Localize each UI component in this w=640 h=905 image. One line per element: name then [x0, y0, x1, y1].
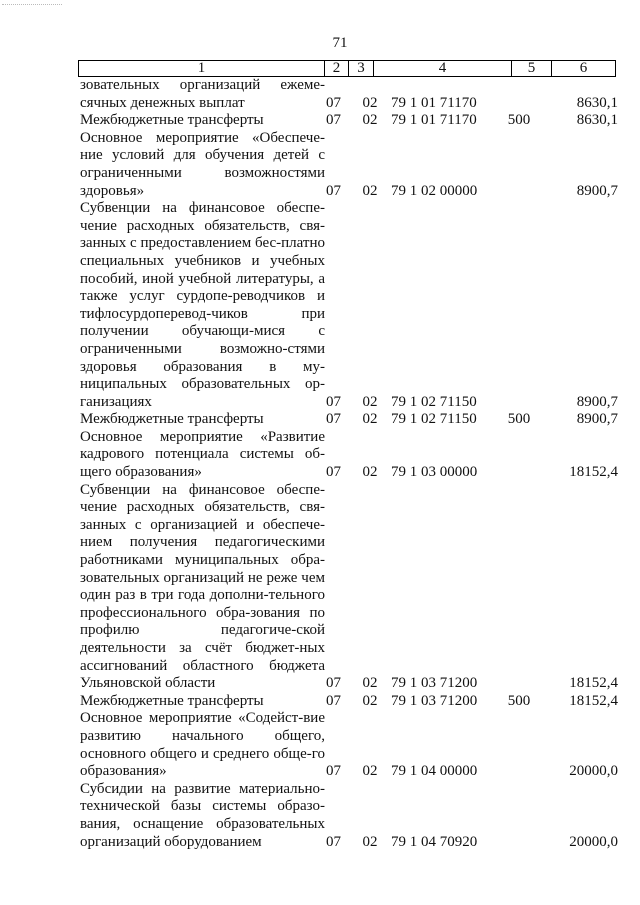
- row-sum: 20000,0: [569, 763, 618, 780]
- row-target-code: 79 1 02 00000: [391, 182, 478, 199]
- table-row: [80, 200, 620, 411]
- row-subsection: 02: [362, 692, 378, 709]
- table-row: [80, 710, 620, 780]
- row-expense-type: 500: [507, 112, 531, 129]
- row-section: 07: [326, 94, 341, 111]
- row-target-code: 79 1 02 71150: [391, 393, 477, 410]
- row-subsection: 02: [362, 112, 378, 129]
- table-row: [80, 693, 620, 711]
- row-expense-type: 500: [507, 692, 531, 709]
- row-subsection: 02: [362, 94, 378, 111]
- row-section: 07: [326, 411, 341, 428]
- table-row: [80, 482, 620, 693]
- row-section: 07: [326, 393, 341, 410]
- row-section: 07: [326, 464, 341, 481]
- row-subsection: 02: [362, 763, 378, 780]
- page-number: 71: [332, 35, 348, 51]
- table-row: [80, 130, 620, 200]
- header-col-4: 4: [374, 61, 512, 76]
- header-col-3: 3: [349, 61, 374, 76]
- row-name: Межбюджетные трансферты: [80, 692, 264, 709]
- table-header: [78, 60, 616, 77]
- row-target-code: 79 1 04 70920: [391, 833, 478, 850]
- budget-table-body: [80, 77, 620, 851]
- row-section: 07: [326, 675, 341, 692]
- row-section: 07: [326, 112, 341, 129]
- row-subsection: 02: [362, 464, 378, 481]
- row-subsection: 02: [362, 393, 378, 410]
- header-col-6: 6: [579, 60, 588, 76]
- row-sum: 18152,4: [569, 464, 618, 481]
- row-section: 07: [326, 763, 341, 780]
- header-col-5: 5: [512, 61, 552, 76]
- table-row: [80, 781, 620, 851]
- row-target-code: 79 1 02 71150: [391, 411, 477, 428]
- row-name: Межбюджетные трансферты: [80, 411, 264, 428]
- row-section: 07: [326, 833, 341, 850]
- row-name: зовательных организаций ежеме-сячных денежных выплат: [80, 77, 325, 111]
- row-name: Субвенции на финансовое обеспе-чение расходных обязательств, свя-занных с предоставлением бес-платно специальных учебников и учебных пособий, иной учебной литературы, а также услуг сурдопе-реводчиков и тифлосурдоперевод-чиков при получении обучающи-мися с ограниченными возможно-стями здоровья образования в му-ниципальных образовательных ор-ганизациях: [80, 200, 325, 410]
- scan-artifact: [2, 4, 62, 7]
- row-expense-type: 500: [507, 411, 531, 428]
- row-sum: 20000,0: [569, 833, 618, 850]
- row-sum: 18152,4: [569, 692, 618, 709]
- row-subsection: 02: [362, 833, 378, 850]
- row-name: Субсидии на развитие материально-технической базы системы образо-вания, оснащение образовательных организаций оборудованием: [80, 780, 325, 850]
- row-target-code: 79 1 03 71200: [391, 675, 478, 692]
- table-row: [80, 77, 620, 112]
- table-row: [80, 411, 620, 429]
- row-target-code: 79 1 04 00000: [391, 763, 478, 780]
- row-name: Основное мероприятие «Обеспече-ние условий для обучения детей с ограниченными возможностями здоровья»: [80, 129, 325, 199]
- row-subsection: 02: [362, 411, 378, 428]
- row-sum: 8900,7: [576, 411, 618, 428]
- row-sum: 8900,7: [576, 182, 618, 199]
- row-target-code: 79 1 01 71170: [391, 112, 477, 129]
- row-target-code: 79 1 01 71170: [391, 94, 477, 111]
- header-col-2: 2: [325, 61, 349, 76]
- row-subsection: 02: [362, 182, 378, 199]
- row-sum: 8900,7: [576, 393, 618, 410]
- table-row: [80, 112, 620, 130]
- row-section: 07: [326, 182, 341, 199]
- row-target-code: 79 1 03 71200: [391, 692, 478, 709]
- row-target-code: 79 1 03 00000: [391, 464, 478, 481]
- row-section: 07: [326, 692, 341, 709]
- row-name: Основное мероприятие «Содейст-вие развитию начального общего, основного общего и среднего обще-го образования»: [80, 710, 325, 780]
- row-sum: 8630,1: [576, 112, 618, 129]
- header-col-1: 1: [79, 61, 325, 76]
- row-name: Основное мероприятие «Развитие кадрового потенциала системы об-щего образования»: [80, 428, 325, 481]
- row-subsection: 02: [362, 675, 378, 692]
- row-name: Субвенции на финансовое обеспе-чение расходных обязательств, свя-занных с организацией и обеспече-нием получения педагогическими работниками муниципальных обра-зовательных организаций не реже чем один раз в три года дополни-тельного профессионального обра-зования по профилю педагогиче-ской деятельности за счёт бюджет-ных ассигнований областного бюджета Ульяновской области: [80, 481, 325, 692]
- row-sum: 8630,1: [576, 94, 618, 111]
- table-row: [80, 429, 620, 482]
- row-name: Межбюджетные трансферты: [80, 112, 264, 129]
- row-sum: 18152,4: [569, 675, 618, 692]
